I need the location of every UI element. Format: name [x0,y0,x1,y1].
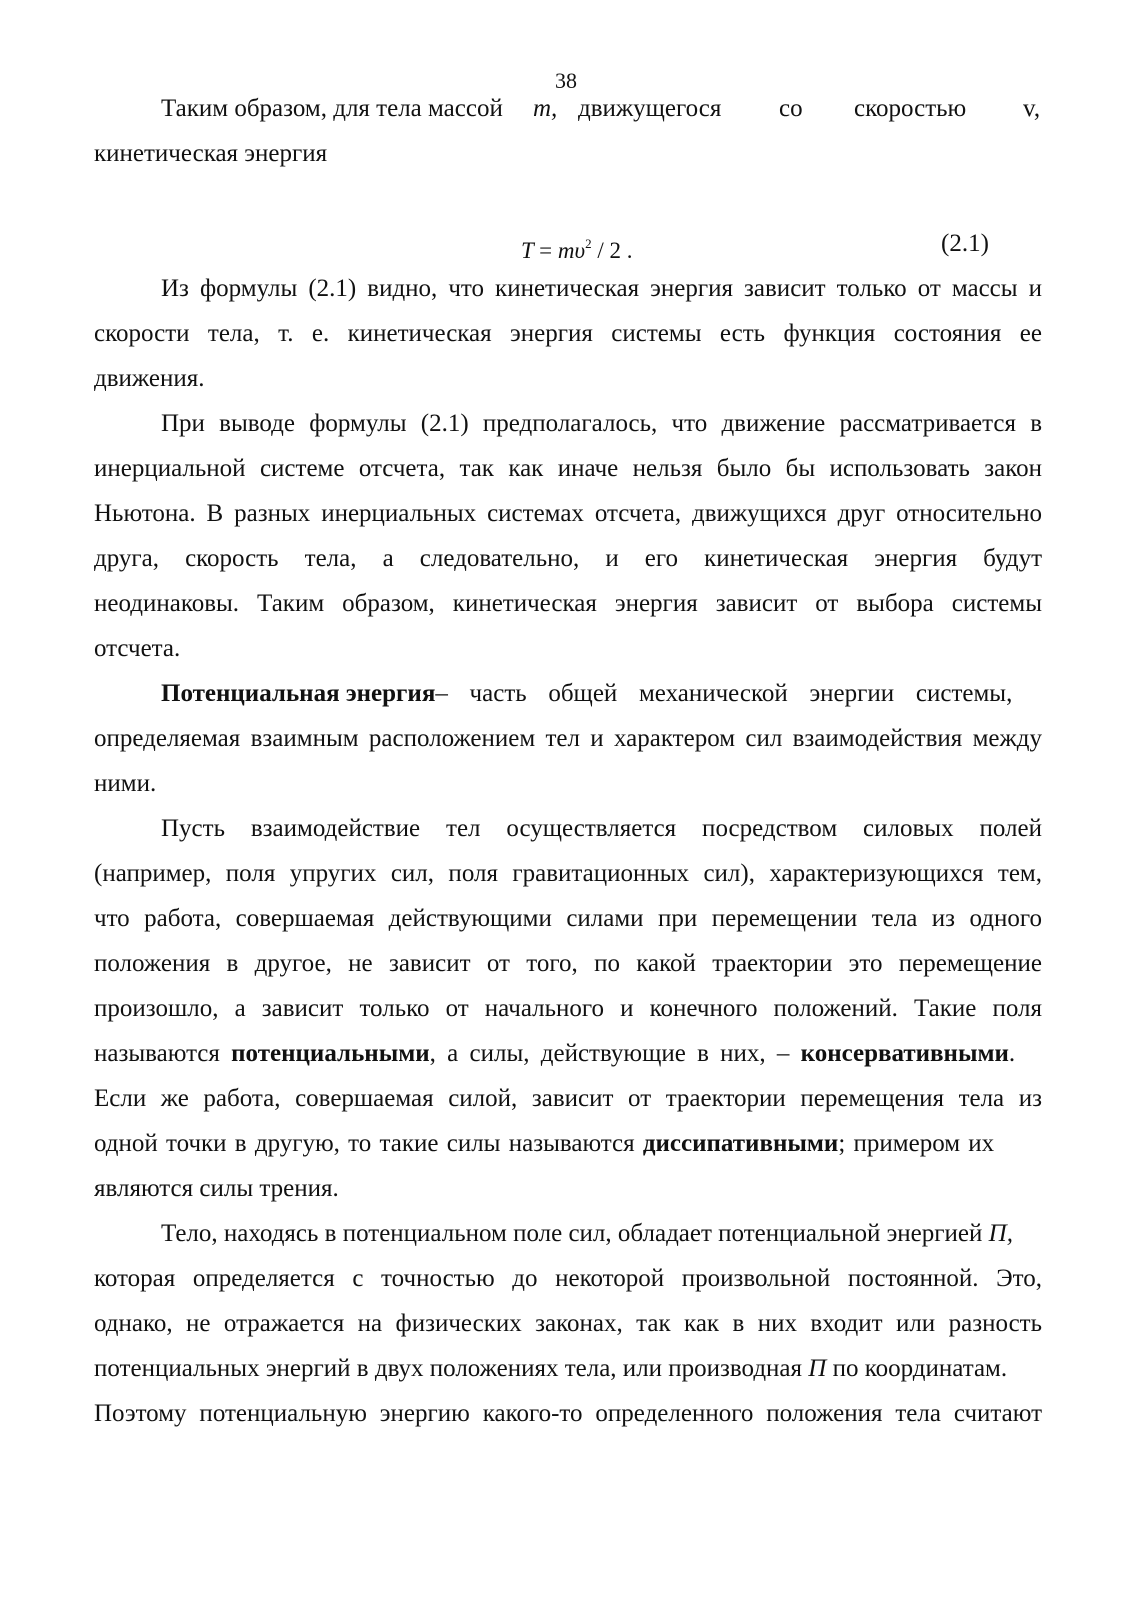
term-dissipative: диссипативными [642,1130,839,1157]
para4-line: (например, поля упругих сил, поля гравитационных сил), характеризующихся тем, [94,860,1042,887]
term-potential: потенциальными [231,1040,430,1067]
para4-text: одной точки в другую, то такие силы называются [94,1130,643,1157]
para5-text: по координатам. [826,1355,1008,1382]
para4-line: что работа, совершаемая действующими силами при перемещении тела из одного [94,905,1042,932]
para4-line: Если же работа, совершаемая силой, зависит от траектории перемещения тела из [94,1085,1042,1112]
para3-text: – часть общей механической энергии системы, [435,680,1013,707]
formula-lhs: T [521,238,534,263]
para2-line: отсчета. [94,635,181,662]
para2-line: При выводе формулы (2.1) предполагалось, что движение рассматривается в [161,410,1042,437]
para4-text: , а силы, действующие в них, – [429,1040,801,1067]
intro-velocity-symbol: v, [1023,95,1041,122]
para4-line [94,1129,1042,1159]
intro-line-2: кинетическая энергия [94,140,328,167]
page-number: 38 [555,68,577,93]
formula-rest: / 2 . [591,238,633,263]
para3-line: ними. [94,770,157,797]
formula-velocity: υ [574,238,586,263]
para5-text: потенциальных энергий в двух положениях тела, или производная [94,1355,809,1382]
intro-word: скоростью [854,95,967,122]
para2-line: друга, скорость тела, а следовательно, и его кинетическая энергия будут [94,545,1042,572]
para4-line: являются силы трения. [94,1175,339,1202]
para2-line: инерциальной системе отсчета, так как иначе нельзя было бы использовать закон [94,455,1042,482]
para5-line [94,1354,1042,1384]
equation-number: (2.1) [941,230,989,257]
intro-word: со [779,95,803,122]
para4-line: Пусть взаимодействие тел осуществляется посредством силовых полей [161,815,1042,842]
para4-text: . [1008,1040,1016,1067]
para5-line: которая определяется с точностью до некоторой произвольной постоянной. Это, [94,1265,1042,1292]
intro-mass-symbol: m, [533,95,558,122]
intro-word: Таким образом, для тела массой [161,95,503,122]
para2-line: Ньютона. В разных инерциальных системах отсчета, движущихся друг относительно [94,500,1042,527]
para4-line: положения в другое, не зависит от того, по какой траектории это перемещение [94,950,1042,977]
term-potential-energy: Потенциальная энергия [161,680,436,707]
term-conservative: консервативными [800,1040,1009,1067]
symbol-potential-energy: П [808,1355,827,1382]
para3-line: определяемая взаимным расположением тел и характером сил взаимодействия между [94,725,1042,752]
para3-line [161,679,1042,709]
formula-exponent: 2 [585,236,592,251]
para4-line: произошло, а зависит только от начального и конечного положений. Такие поля [94,995,1042,1022]
para5-text: Тело, находясь в потенциальном поле сил, обладает потенциальной энергией [161,1220,989,1247]
para4-text: ; примером их [838,1130,995,1157]
symbol-potential-energy: П, [988,1220,1013,1247]
para4-text: называются [94,1040,232,1067]
formula-equals: = [539,238,553,263]
para2-line: неодинаковы. Таким образом, кинетическая энергия зависит от выбора системы [94,590,1042,617]
para5-line [161,1219,1042,1249]
formula-mass: m [557,238,575,263]
para1-line: движения. [94,365,205,392]
para1-line: скорости тела, т. е. кинетическая энергия системы есть функция состояния ее [94,320,1042,347]
para1-line: Из формулы (2.1) видно, что кинетическая энергия зависит только от массы и [161,275,1042,302]
para4-line [94,1039,1042,1069]
para5-line: однако, не отражается на физических законах, так как в них входит или разность [94,1310,1042,1337]
intro-word: движущегося [578,95,722,122]
para5-line: Поэтому потенциальную энергию какого-то определенного положения тела считают [94,1400,1042,1427]
formula [521,229,632,266]
